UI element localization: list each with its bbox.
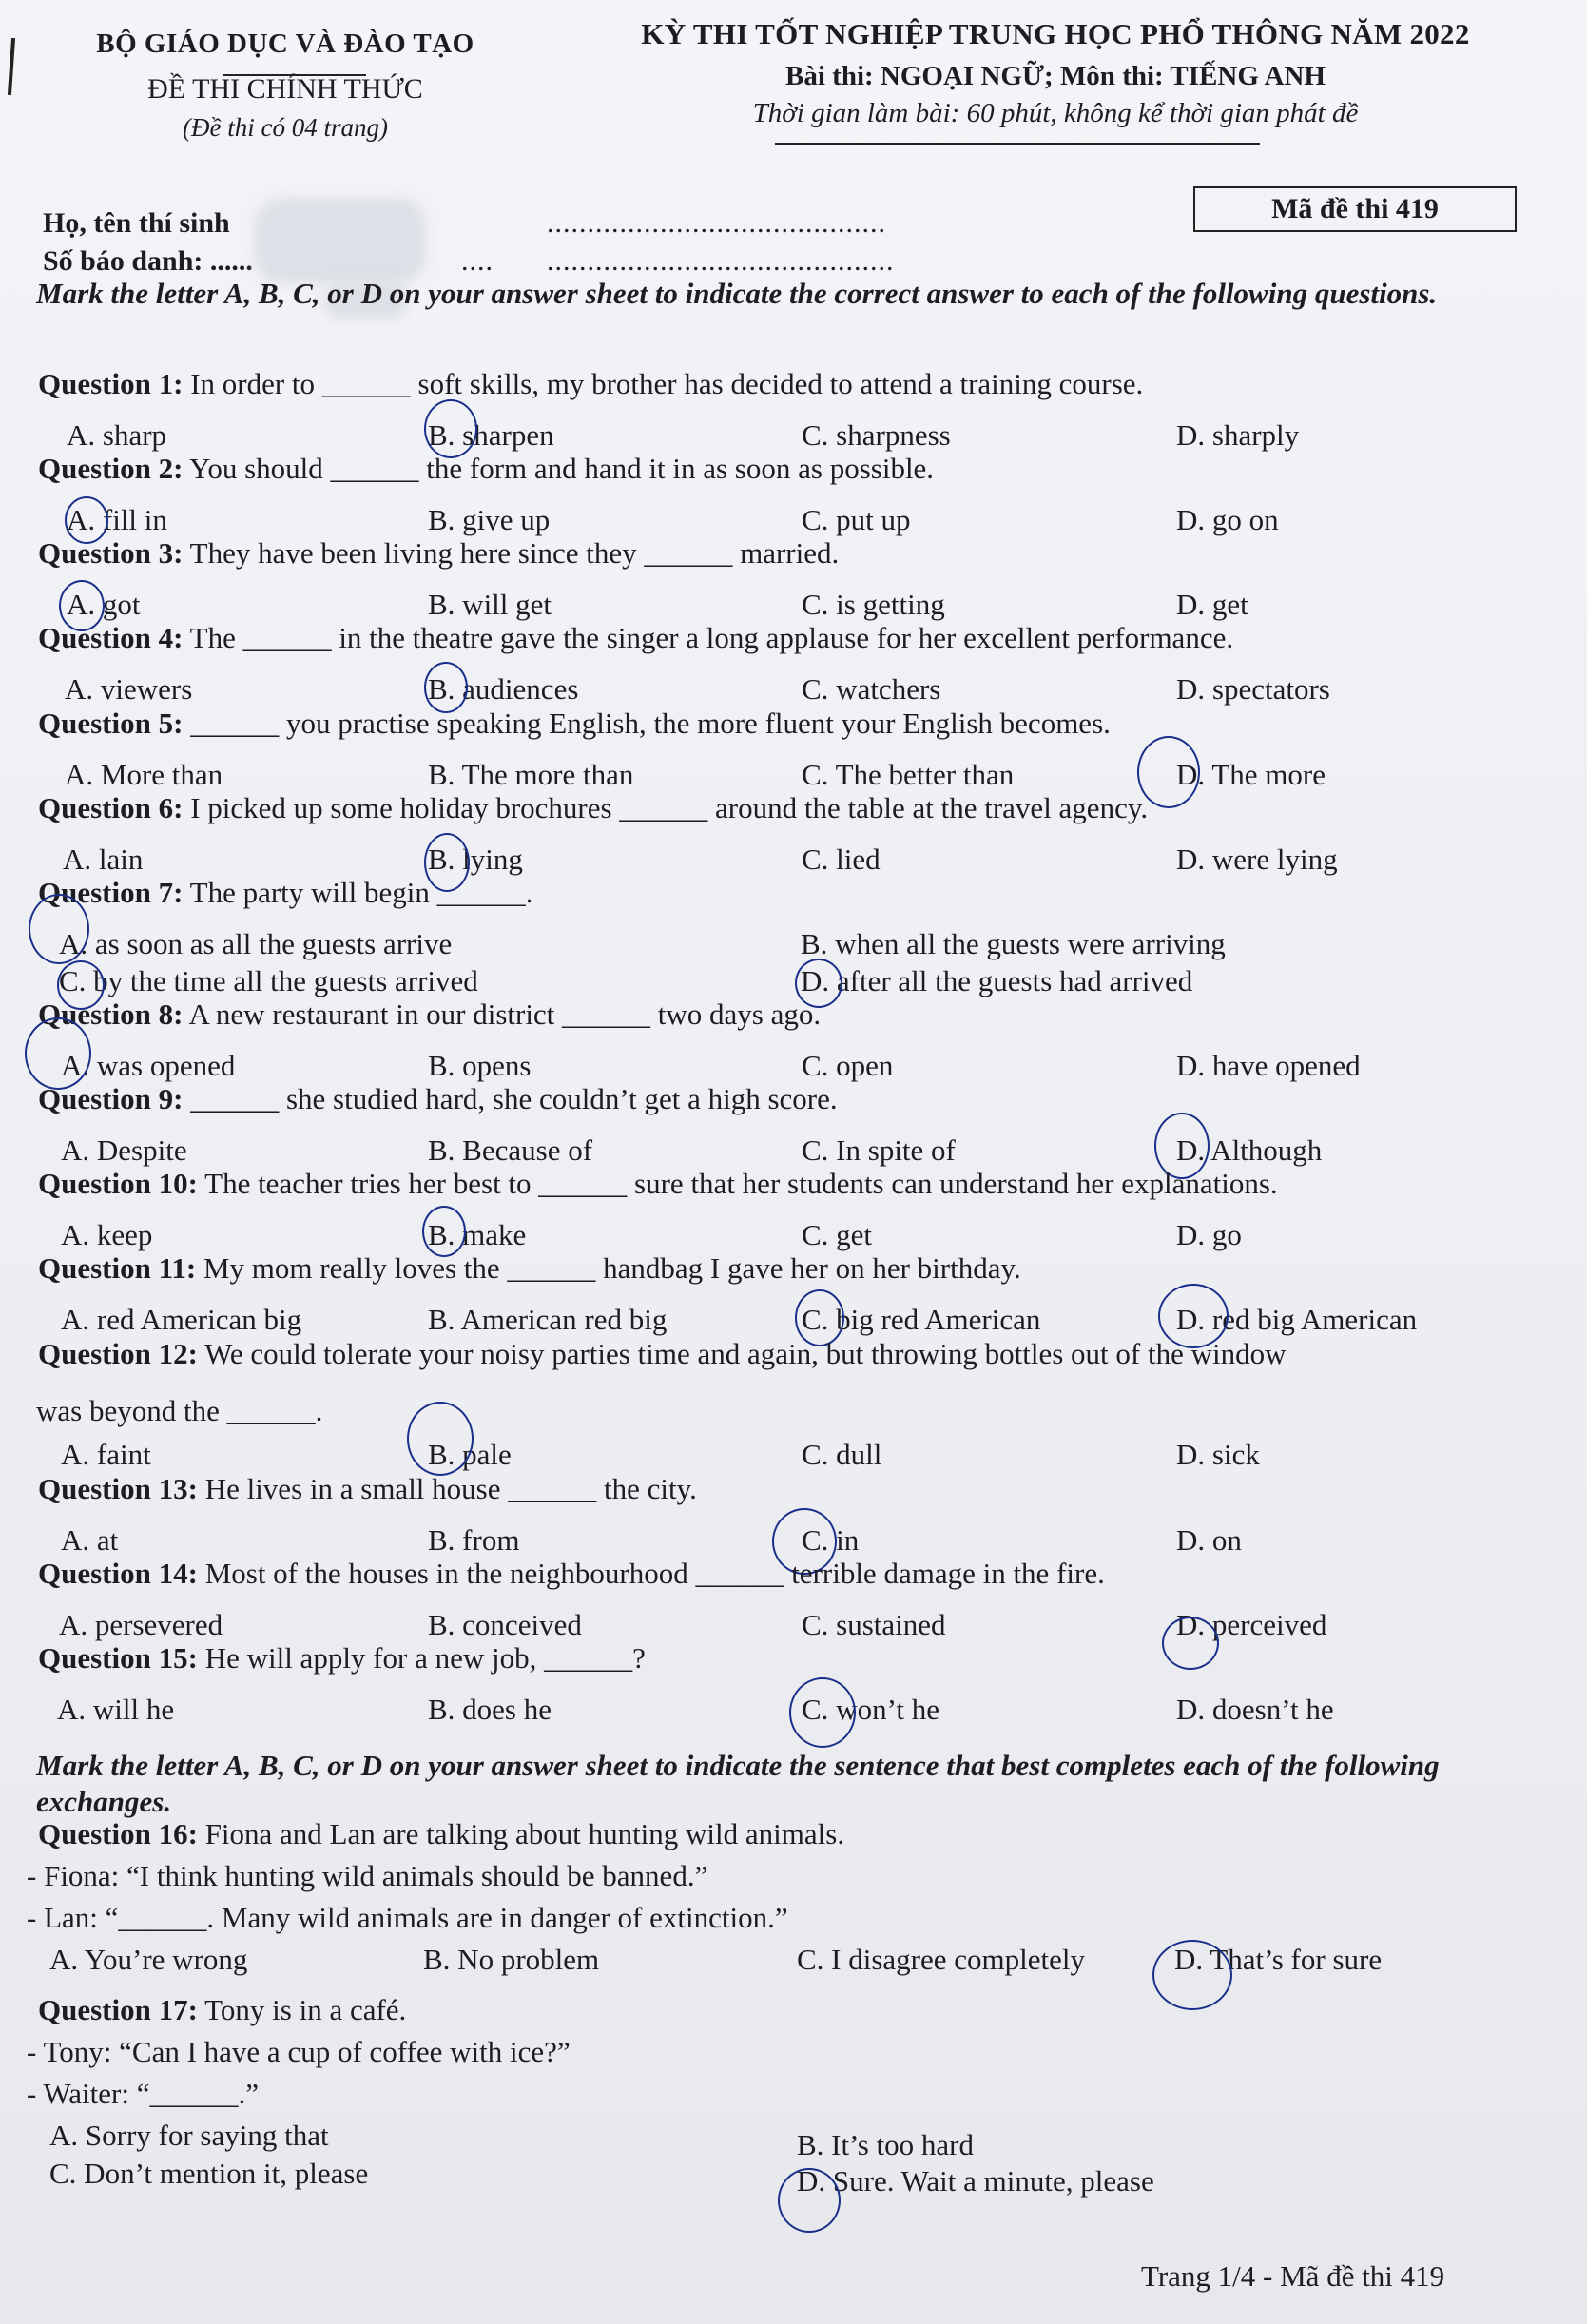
ministry-name: BỘ GIÁO DỤC VÀ ĐÀO TẠO — [96, 29, 474, 59]
question-8-stem — [38, 997, 821, 1032]
question-15-option-a: A. will he — [57, 1693, 175, 1726]
question-6-option-b: B. lying — [428, 842, 523, 876]
question-13-option-b: B. from — [428, 1523, 520, 1557]
question-8-option-a: A. was opened — [61, 1049, 236, 1082]
question-9-option-d: D. Although — [1176, 1133, 1323, 1167]
question-12-label: Question 12: — [38, 1337, 198, 1370]
question-7-option-a: A. as soon as all the guests arrive — [59, 927, 453, 960]
question-4-option-a: A. viewers — [65, 672, 193, 706]
question-13-option-c: C. in — [802, 1523, 860, 1557]
question-1-label: Question 1: — [38, 367, 184, 400]
question-3-text: They have been living here since they ______ married. — [183, 536, 840, 570]
question-1-stem — [38, 367, 1143, 401]
question-12-option-d: D. sick — [1176, 1438, 1260, 1471]
question-4-stem — [38, 621, 1233, 655]
candidate-id-short-dots: .... — [461, 245, 494, 277]
question-6-option-d: D. were lying — [1176, 842, 1338, 876]
question-8-option-d: D. have opened — [1176, 1049, 1361, 1082]
question-11-option-a: A. red American big — [61, 1303, 302, 1336]
question-11-stem — [38, 1251, 1021, 1286]
question-11-option-b: B. American red big — [428, 1303, 668, 1336]
candidate-id-dots: ........................................... — [547, 245, 895, 277]
question-7-option-b: B. when all the guests were arriving — [801, 927, 1226, 960]
question-1-text: In order to ______ soft skills, my brother has decided to attend a training course. — [183, 367, 1144, 400]
question-12-text: We could tolerate your noisy parties time and again, but throwing bottles out of the window — [197, 1337, 1287, 1370]
question-5-option-c: C. The better than — [802, 758, 1015, 791]
question-3-option-a: A. got — [67, 588, 141, 621]
header-right — [580, 17, 1531, 129]
question-12-stem — [38, 1337, 1287, 1371]
question-3-stem — [38, 536, 839, 571]
question-5-text: ______ you practise speaking English, the more fluent your English becomes. — [183, 707, 1111, 740]
question-11-text: My mom really loves the ______ handbag I gave her on her birthday. — [196, 1251, 1021, 1285]
question-14-text: Most of the houses in the neighbourhood ______ terrible damage in the fire. — [197, 1557, 1105, 1590]
question-13-label: Question 13: — [38, 1472, 198, 1505]
candidate-name-row — [43, 207, 886, 240]
redacted-name-blur — [255, 198, 426, 283]
question-15-text: He will apply for a new job, ______? — [197, 1641, 646, 1675]
question-5-option-b: B. The more than — [428, 758, 634, 791]
question-9-text: ______ she studied hard, she couldn’t get a high score. — [183, 1082, 838, 1115]
question-3-option-b: B. will get — [428, 588, 552, 621]
question-1-option-a: A. sharp — [67, 418, 167, 452]
question-2-option-a: A. fill in — [67, 503, 167, 536]
question-10-option-b: B. make — [428, 1218, 527, 1251]
binder-mark — [8, 38, 15, 95]
question-2-option-b: B. give up — [428, 503, 551, 536]
exam-title: KỲ THI TỐT NGHIỆP TRUNG HỌC PHỔ THÔNG NĂM 2022 — [641, 17, 1470, 50]
question-8-label: Question 8: — [38, 997, 184, 1031]
question-4-text: The ______ in the theatre gave the singer a long applause for her excellent performance. — [183, 621, 1234, 654]
question-2-label: Question 2: — [38, 452, 184, 485]
question-5-option-d: D. The more — [1176, 758, 1326, 791]
question-17-text: Tony is in a café. — [197, 1993, 407, 2026]
question-17-option-b: B. It’s too hard — [797, 2128, 974, 2161]
question-1-option-c: C. sharpness — [802, 418, 951, 452]
question-9-label: Question 9: — [38, 1082, 184, 1115]
question-16-option-b: B. No problem — [423, 1943, 600, 1976]
page-footer: Trang 1/4 - Mã đề thi 419 — [1141, 2259, 1445, 2293]
page-count: (Đề thi có 04 trang) — [183, 113, 388, 142]
question-9-option-c: C. In spite of — [802, 1133, 956, 1167]
question-1-option-b: B. sharpen — [428, 418, 554, 452]
question-12-option-c: C. dull — [802, 1438, 882, 1471]
question-6-stem — [38, 791, 1148, 825]
question-14-option-c: C. sustained — [802, 1608, 946, 1641]
question-8-option-b: B. opens — [428, 1049, 532, 1082]
question-14-label: Question 14: — [38, 1557, 198, 1590]
question-14-option-d: D. perceived — [1176, 1608, 1327, 1641]
question-5-label: Question 5: — [38, 707, 184, 740]
question-14-option-a: A. persevered — [59, 1608, 223, 1641]
question-1-option-d: D. sharply — [1176, 418, 1300, 452]
question-2-option-c: C. put up — [802, 503, 911, 536]
question-16-option-c: C. I disagree completely — [797, 1943, 1086, 1976]
question-10-option-a: A. keep — [61, 1218, 153, 1251]
header-rule-right — [775, 143, 1260, 145]
question-4-option-c: C. watchers — [802, 672, 941, 706]
question-17-option-a: A. Sorry for saying that — [49, 2119, 329, 2152]
question-8-text: A new restaurant in our district ______ two days ago. — [183, 997, 822, 1031]
question-9-option-b: B. Because of — [428, 1133, 593, 1167]
question-7-text: The party will begin ______. — [183, 876, 533, 909]
question-4-option-b: B. audiences — [428, 672, 579, 706]
question-9-stem — [38, 1082, 838, 1116]
candidate-name-label: Họ, tên thí sinh — [43, 207, 230, 239]
question-16-option-d: D. That’s for sure — [1174, 1943, 1383, 1976]
question-6-option-c: C. lied — [802, 842, 881, 876]
question-6-option-a: A. lain — [63, 842, 144, 876]
candidate-name-dots: .......................................... — [547, 207, 886, 239]
question-7-label: Question 7: — [38, 876, 184, 909]
question-6-label: Question 6: — [38, 791, 184, 824]
question-17-dialog-1: - Tony: “Can I have a cup of coffee with ice?” — [27, 2035, 571, 2068]
question-14-option-b: B. conceived — [428, 1608, 582, 1641]
question-17-option-c: C. Don’t mention it, please — [49, 2157, 369, 2190]
question-7-option-c: C. by the time all the guests arrived — [59, 964, 478, 997]
question-11-option-d: D. red big American — [1176, 1303, 1418, 1336]
header-left — [38, 29, 532, 143]
question-12-option-b: B. pale — [428, 1438, 512, 1471]
question-15-option-d: D. doesn’t he — [1176, 1693, 1334, 1726]
question-10-stem — [38, 1167, 1278, 1201]
question-13-text: He lives in a small house ______ the city. — [197, 1472, 697, 1505]
question-14-stem — [38, 1557, 1105, 1591]
question-10-text: The teacher tries her best to ______ sure that her students can understand her explanations. — [197, 1167, 1278, 1200]
header-rule-left — [223, 74, 366, 76]
question-16-dialog-2: - Lan: “______. Many wild animals are in danger of extinction.” — [27, 1901, 788, 1934]
question-15-option-c: C. won’t he — [802, 1693, 939, 1726]
question-15-option-b: B. does he — [428, 1693, 552, 1726]
question-13-option-d: D. on — [1176, 1523, 1242, 1557]
question-4-option-d: D. spectators — [1176, 672, 1330, 706]
question-16-option-a: A. You’re wrong — [49, 1943, 248, 1976]
question-15-stem — [38, 1641, 646, 1675]
question-12-option-a: A. faint — [61, 1438, 151, 1471]
official-label: ĐỀ THI CHÍNH THỨC — [147, 73, 423, 105]
question-3-label: Question 3: — [38, 536, 184, 570]
question-17-label: Question 17: — [38, 1993, 198, 2026]
question-17-stem — [38, 1993, 406, 2027]
question-3-option-c: C. is getting — [802, 588, 945, 621]
question-15-label: Question 15: — [38, 1641, 198, 1675]
candidate-id-label: Số báo danh: ...... — [43, 245, 253, 277]
question-11-option-c: C. big red American — [802, 1303, 1041, 1336]
question-10-label: Question 10: — [38, 1167, 198, 1200]
question-16-text: Fiona and Lan are talking about hunting wild animals. — [197, 1817, 845, 1850]
question-17-dialog-2: - Waiter: “______.” — [27, 2077, 259, 2110]
question-16-label: Question 16: — [38, 1817, 198, 1850]
instructions-part1: Mark the letter A, B, C, or D on your answer sheet to indicate the correct answer to each of the following questions. — [36, 277, 1438, 310]
question-3-option-d: D. get — [1176, 588, 1248, 621]
question-8-option-c: C. open — [802, 1049, 894, 1082]
exam-subject: Bài thi: NGOẠI NGỮ; Môn thi: TIẾNG ANH — [785, 61, 1326, 91]
question-9-option-a: A. Despite — [61, 1133, 187, 1167]
question-17-option-d: D. Sure. Wait a minute, please — [797, 2164, 1154, 2198]
question-10-option-c: C. get — [802, 1218, 873, 1251]
question-5-option-a: A. More than — [65, 758, 223, 791]
question-4-label: Question 4: — [38, 621, 184, 654]
question-6-text: I picked up some holiday brochures ______ around the table at the travel agency. — [183, 791, 1149, 824]
instructions-part2: Mark the letter A, B, C, or D on your answer sheet to indicate the sentence that best completes each of the following exchanges. — [36, 1749, 1440, 1818]
question-11-label: Question 11: — [38, 1251, 197, 1285]
question-7-option-d: D. after all the guests had arrived — [801, 964, 1193, 997]
exam-code-box: Mã đề thi 419 — [1193, 186, 1517, 232]
exam-duration: Thời gian làm bài: 60 phút, không kể thời gian phát đề — [752, 98, 1359, 128]
question-10-option-d: D. go — [1176, 1218, 1242, 1251]
question-13-option-a: A. at — [61, 1523, 119, 1557]
question-7-stem — [38, 876, 532, 910]
question-2-text: You should ______ the form and hand it in as soon as possible. — [183, 452, 935, 485]
question-2-option-d: D. go on — [1176, 503, 1279, 536]
candidate-id-row — [43, 245, 895, 278]
question-2-stem — [38, 452, 934, 486]
question-13-stem — [38, 1472, 697, 1506]
question-16-dialog-1: - Fiona: “I think hunting wild animals should be banned.” — [27, 1859, 708, 1892]
question-16-stem — [38, 1817, 844, 1851]
question-5-stem — [38, 707, 1111, 741]
question-12-stem-cont: was beyond the ______. — [36, 1394, 323, 1427]
